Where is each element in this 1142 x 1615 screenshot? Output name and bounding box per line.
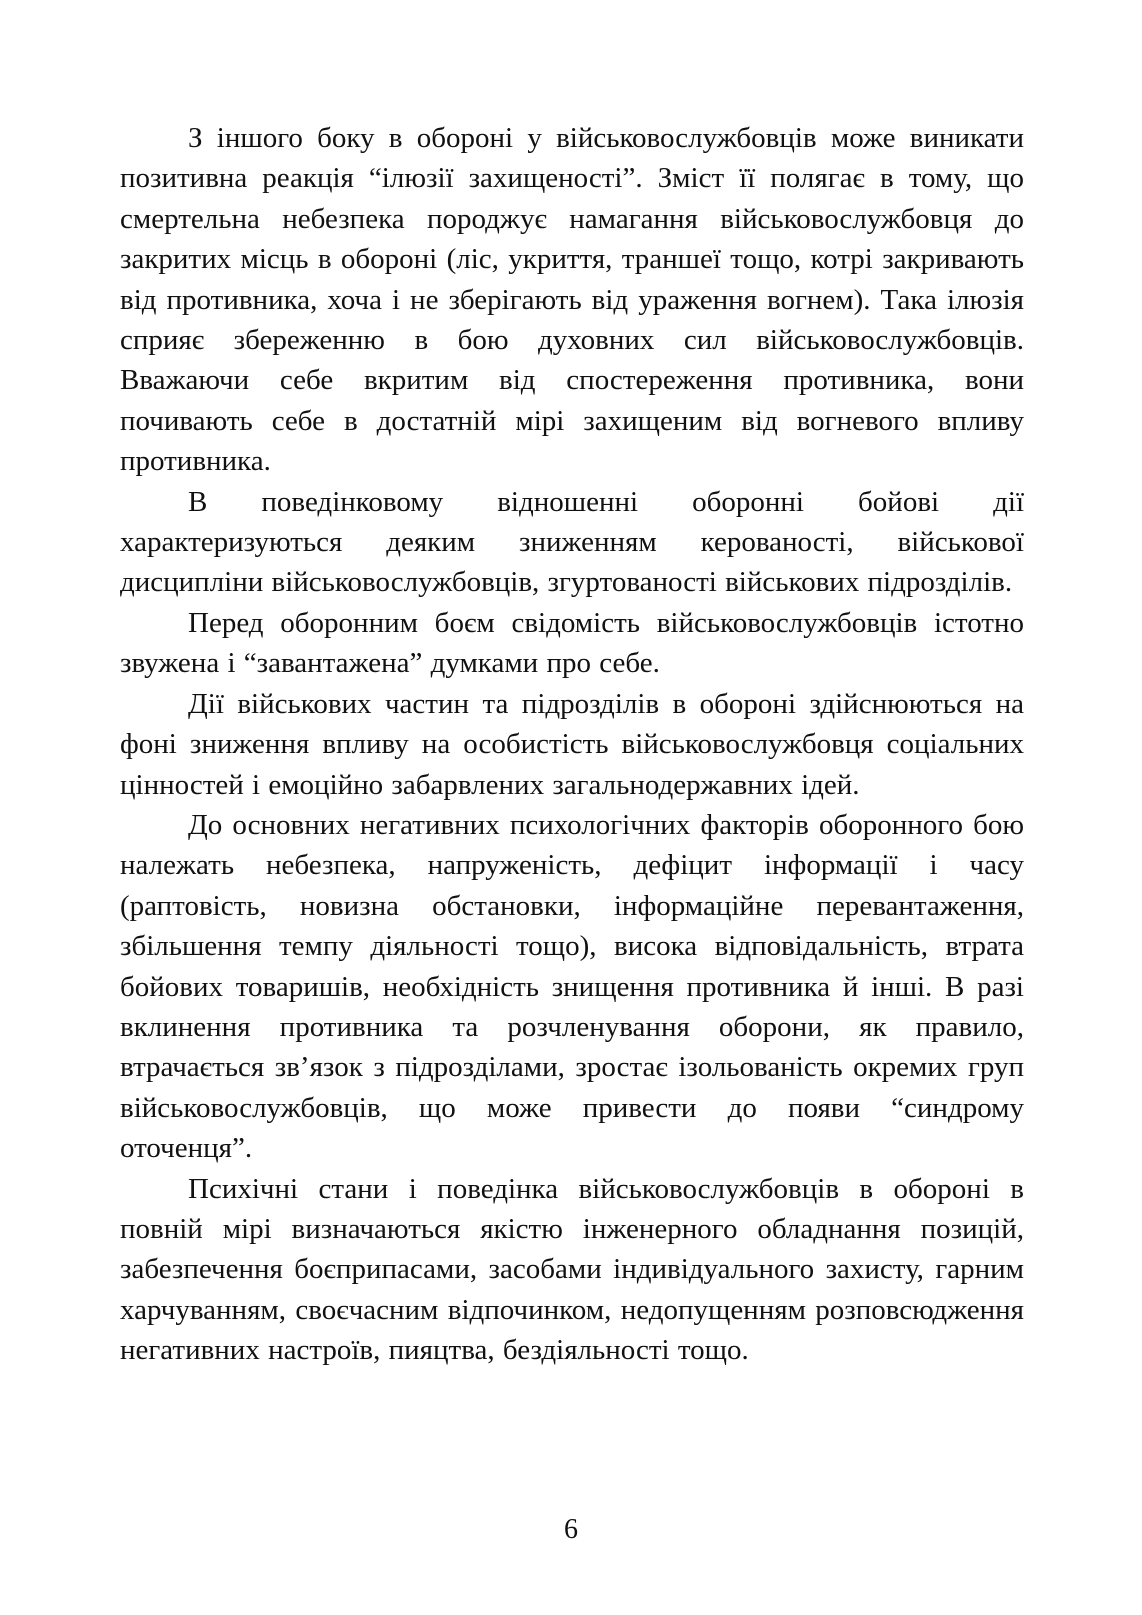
paragraph-behavioral-aspect: В поведінковому відношенні оборонні бойові дії характеризуються деяким зниженням керованості, військової дисципліни військовослужбовців, згуртованості військових підрозділів. — [120, 485, 1024, 599]
body-text — [120, 118, 1024, 1371]
page-number: 6 — [564, 1514, 578, 1545]
paragraph-consciousness-before-battle: Перед оборонним боєм свідомість військовослужбовців істотно звужена і “завантажена” думками про себе. — [120, 606, 1024, 680]
paragraph-negative-factors: До основних негативних психологічних факторів оборонного бою належать небезпека, напруженість, дефіцит інформації і часу (раптовість, новизна обстановки, інформаційне перевантаження, збільшення темпу діяльності тощо), висока відповідальність, втрата бойових товаришів, необхідність знищення противника й інші. В разі вклинення противника та розчленування оборони, як правило, втрачається зв’язок з підрозділами, зростає ізольованість окремих груп військовослужбовців, що може привести до появи “синдрому оточенця”. — [120, 808, 1024, 1165]
paragraph-illusion-of-protection: З іншого боку в обороні у військовослужбовців може виникати позитивна реакція “ілюзії захищеності”. Зміст її полягає в тому, що смертельна небезпека породжує намагання військовослужбовця до закритих місць в обороні (ліс, укриття, траншеї тощо, котрі закривають від противника, хоча і не зберігають від ураження вогнем). Така ілюзія сприяє збереженню в бою духовних сил військовослужбовців. Вважаючи себе вкритим від спостереження противника, вони почивають себе в достатній мірі захищеним від вогневого впливу противника. — [120, 122, 1024, 478]
paragraph-social-values: Дії військових частин та підрозділів в обороні здійснюються на фоні зниження впливу на особистість військовослужбовця соціальних цінностей і емоційно забарвлених загальнодержавних ідей. — [120, 687, 1024, 801]
paragraph-mental-states: Психічні стани і поведінка військовослужбовців в обороні в повній мірі визначаються якістю інженерного обладнання позицій, забезпечення боєприпасами, засобами індивідуального захисту, гарним харчуванням, своєчасним відпочинком, недопущенням розповсюдження негативних настроїв, пияцтва, бездіяльності тощо. — [120, 1172, 1024, 1367]
